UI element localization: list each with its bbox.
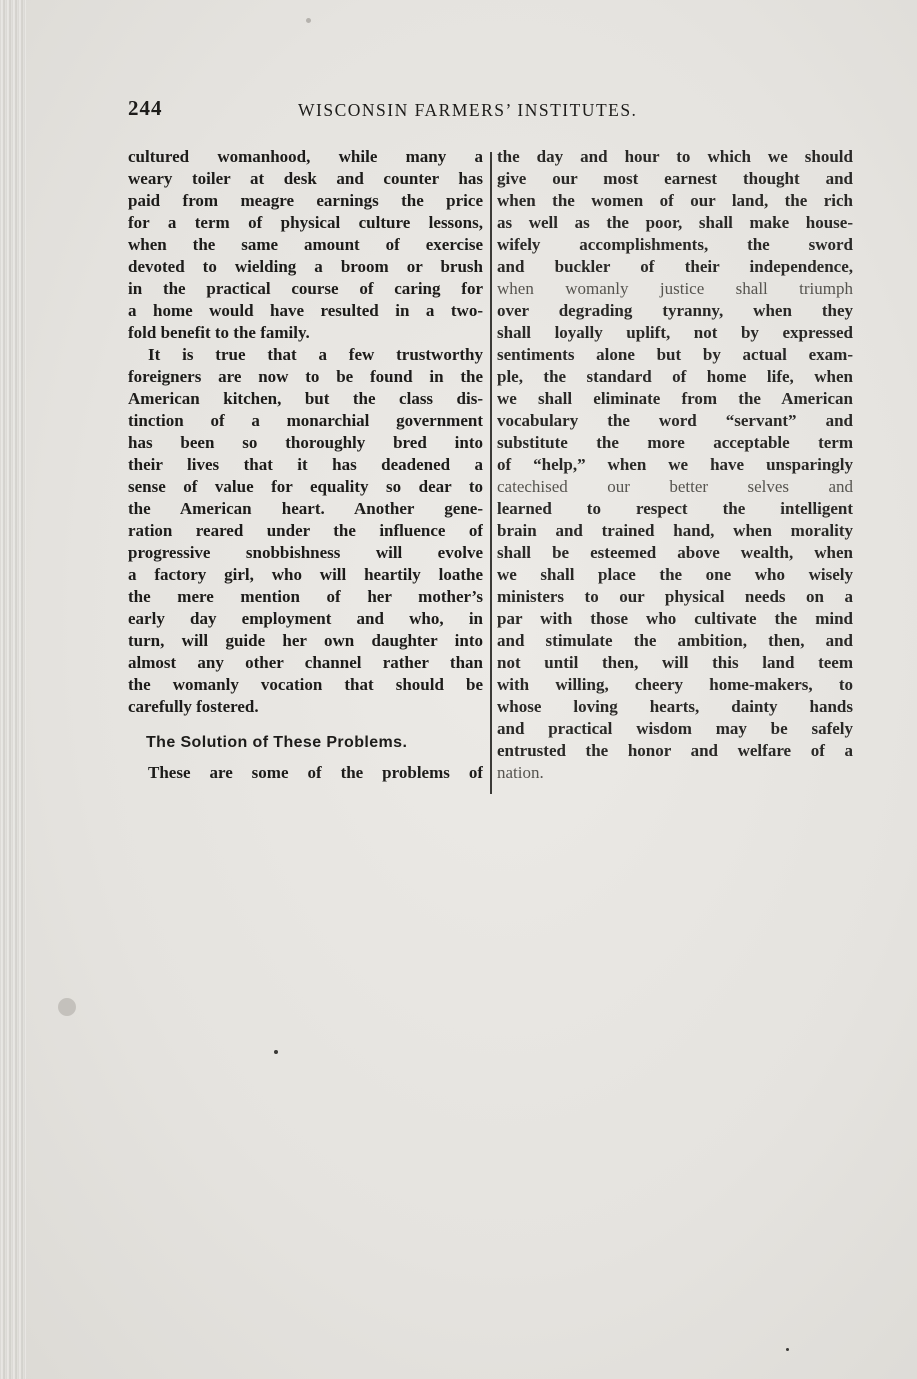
paragraph xyxy=(128,762,483,784)
text-line: nation. xyxy=(497,763,544,782)
text-line: a home would have resulted in a two- xyxy=(128,301,483,320)
text-line: the mere mention of her mother’s xyxy=(128,587,483,606)
text-line: almost any other channel rather than xyxy=(128,653,483,672)
paper-speck xyxy=(58,998,76,1016)
text-line: shall loyally uplift, not by expressed xyxy=(497,323,853,342)
paragraph xyxy=(128,146,483,344)
text-line: ple, the standard of home life, when xyxy=(497,367,853,386)
text-line: substitute the more acceptable term xyxy=(497,433,853,452)
text-line: and stimulate the ambition, then, and xyxy=(497,631,853,650)
text-line: give our most earnest thought and xyxy=(497,169,853,188)
text-line: turn, will guide her own daughter into xyxy=(128,631,483,650)
text-line: whose loving hearts, dainty hands xyxy=(497,697,853,716)
text-line: we shall place the one who wisely xyxy=(497,565,853,584)
right-column xyxy=(497,146,853,784)
text-line: American kitchen, but the class dis- xyxy=(128,389,483,408)
text-line: sense of value for equality so dear to xyxy=(128,477,483,496)
text-line: vocabulary the word “servant” and xyxy=(497,411,853,430)
text-line: progressive snobbishness will evolve xyxy=(128,543,483,562)
text-line: as well as the poor, shall make house- xyxy=(497,213,853,232)
text-line: cultured womanhood, while many a xyxy=(128,147,483,166)
text-line: not until then, will this land teem xyxy=(497,653,853,672)
paragraph xyxy=(128,344,483,718)
text-line: brain and trained hand, when morality xyxy=(497,521,853,540)
text-line: shall be esteemed above wealth, when xyxy=(497,543,853,562)
text-line: foreigners are now to be found in the xyxy=(128,367,483,386)
text-line: a factory girl, who will heartily loathe xyxy=(128,565,483,584)
text-line: ration reared under the influence of xyxy=(128,521,483,540)
paper-speck xyxy=(274,1050,278,1054)
text-line: in the practical course of caring for xyxy=(128,279,483,298)
text-line: when womanly justice shall triumph xyxy=(497,279,853,298)
text-line: with willing, cheery home-makers, to xyxy=(497,675,853,694)
text-line: entrusted the honor and welfare of a xyxy=(497,741,853,760)
text-line: sentiments alone but by actual exam- xyxy=(497,345,853,364)
text-line: carefully fostered. xyxy=(128,697,259,716)
column-divider xyxy=(490,152,492,794)
text-line: of “help,” when we have unsparingly xyxy=(497,455,853,474)
text-line: par with those who cultivate the mind xyxy=(497,609,853,628)
text-line: early day employment and who, in xyxy=(128,609,483,628)
text-line: when the women of our land, the rich xyxy=(497,191,853,210)
text-line: the day and hour to which we should xyxy=(497,147,853,166)
running-title: WISCONSIN FARMERS’ INSTITUTES. xyxy=(298,100,638,120)
section-heading: The Solution of These Problems. xyxy=(146,734,408,751)
paragraph xyxy=(497,146,853,784)
text-line: fold benefit to the family. xyxy=(128,323,310,342)
page-header xyxy=(128,96,688,132)
left-column xyxy=(128,146,483,784)
text-line: their lives that it has deadened a xyxy=(128,455,483,474)
text-line: the American heart. Another gene- xyxy=(128,499,483,518)
text-line: weary toiler at desk and counter has xyxy=(128,169,483,188)
book-binding-edge xyxy=(0,0,26,1379)
text-line: devoted to wielding a broom or brush xyxy=(128,257,483,276)
text-line: tinction of a monarchial government xyxy=(128,411,483,430)
text-line: over degrading tyranny, when they xyxy=(497,301,853,320)
text-line: wifely accomplishments, the sword xyxy=(497,235,853,254)
paper-speck xyxy=(306,18,311,23)
text-line: catechised our better selves and xyxy=(497,477,853,496)
text-line: These are some of the problems of xyxy=(148,763,483,782)
text-line: It is true that a few trustworthy xyxy=(148,345,483,364)
paper-speck xyxy=(786,1348,789,1351)
text-line: for a term of physical culture lessons, xyxy=(128,213,483,232)
text-line: and practical wisdom may be safely xyxy=(497,719,853,738)
text-line: ministers to our physical needs on a xyxy=(497,587,853,606)
text-line: we shall eliminate from the American xyxy=(497,389,853,408)
text-line: paid from meagre earnings the price xyxy=(128,191,483,210)
text-line: learned to respect the intelligent xyxy=(497,499,853,518)
text-line: the womanly vocation that should be xyxy=(128,675,483,694)
text-line: and buckler of their independence, xyxy=(497,257,853,276)
page-number: 244 xyxy=(128,96,163,120)
text-line: when the same amount of exercise xyxy=(128,235,483,254)
text-line: has been so thoroughly bred into xyxy=(128,433,483,452)
